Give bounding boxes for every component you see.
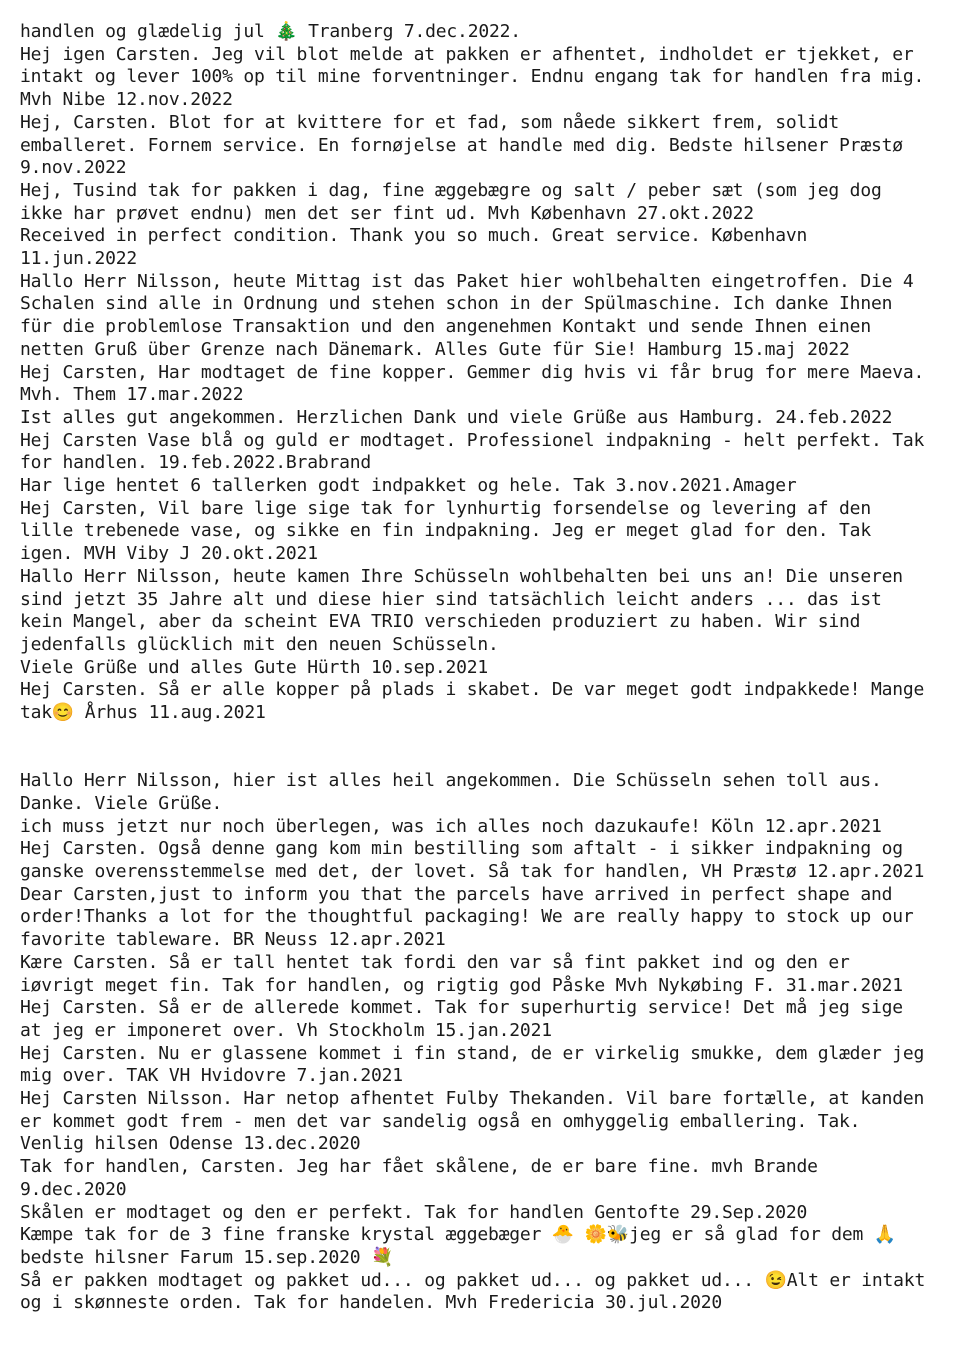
text-line: ganske overensstemmelse med det, der lovet. Så tak for handlen, VH Præstø 12.apr.2021 (20, 861, 925, 883)
text-line: Schalen sind alle in Ordnung und stehen schon in der Spülmaschine. Ich danke Ihnen (20, 293, 893, 315)
text-line: Hej igen Carsten. Jeg vil blot melde at pakken er afhentet, indholdet er tjekket, er (20, 43, 914, 65)
text-line: Hallo Herr Nilsson, heute kamen Ihre Schüsseln wohlbehalten bei uns an! Die unseren (20, 565, 903, 587)
text-line: Har lige hentet 6 tallerken godt indpakket og hele. Tak 3.nov.2021.Amager (20, 475, 797, 497)
text-line: Viele Grüße und alles Gute Hürth 10.sep.2021 (20, 656, 489, 678)
text-line: Hej Carsten. Også denne gang kom min bestilling som aftalt - i sikker indpakning og (20, 838, 903, 860)
text-line: at jeg er imponeret over. Vh Stockholm 15.jan.2021 (20, 1019, 552, 1041)
text-line: order!Thanks a lot for the thoughtful packaging! We are really happy to stock up our (20, 906, 914, 928)
text-line: tak😊 Århus 11.aug.2021 (20, 702, 266, 724)
text-line: Så er pakken modtaget og pakket ud... og pakket ud... og pakket ud... 😉Alt er intakt (20, 1269, 926, 1291)
text-line: Hej Carsten Vase blå og guld er modtaget. Professionel indpakning - helt perfekt. Tak (20, 429, 925, 451)
text-line: Tak for handlen, Carsten. Jeg har fået skålene, de er bare fine. mvh Brande (20, 1156, 818, 1178)
feedback-lines (20, 21, 952, 1315)
text-line: Kære Carsten. Så er tall hentet tak fordi den var så fint pakket ind og den er (20, 951, 850, 973)
text-line: Dear Carsten,just to inform you that the parcels have arrived in perfect shape and (20, 883, 893, 905)
text-line: 9.dec.2020 (20, 1178, 127, 1200)
text-line: Danke. Viele Grüße. (20, 792, 223, 814)
text-line: Skålen er modtaget og den er perfekt. Tak for handlen Gentofte 29.Sep.2020 (20, 1201, 808, 1223)
text-line: ich muss jetzt nur noch überlegen, was ich alles noch dazukaufe! Köln 12.apr.2021 (20, 815, 882, 837)
text-line: emballeret. Fornem service. En fornøjelse at handle med dig. Bedste hilsener Præstø (20, 134, 903, 156)
text-line: lille trebenede vase, og sikke en fin indpakning. Jeg er meget glad for den. Tak (20, 520, 871, 542)
text-line: Kæmpe tak for de 3 fine franske krystal æggebæger 🐣 🌼🐝jeg er så glad for dem 🙏 (20, 1224, 896, 1246)
text-line (20, 748, 952, 771)
text-line: mig over. TAK VH Hvidovre 7.jan.2021 (20, 1065, 403, 1087)
text-line: Hej Carsten. Så er alle kopper på plads i skabet. De var meget godt indpakkede! Mange (20, 679, 925, 701)
text-line: Hej, Carsten. Blot for at kvittere for et fad, som nåede sikkert frem, solidt (20, 111, 840, 133)
text-line (20, 725, 952, 748)
text-line: 11.jun.2022 (20, 248, 138, 270)
text-line: Hej, Tusind tak for pakken i dag, fine æggebægre og salt / peber sæt (som jeg dog (20, 179, 882, 201)
text-line: igen. MVH Viby J 20.okt.2021 (20, 543, 318, 565)
text-line: Venlig hilsen Odense 13.dec.2020 (20, 1133, 361, 1155)
text-line: for handlen. 19.feb.2022.Brabrand (20, 452, 372, 474)
text-line: favorite tableware. BR Neuss 12.apr.2021 (20, 929, 446, 951)
text-line: Hej Carsten. Så er de allerede kommet. Tak for superhurtig service! Det må jeg sige (20, 997, 903, 1019)
text-line: og i skønneste orden. Tak for handelen. Mvh Fredericia 30.jul.2020 (20, 1292, 723, 1314)
text-line: intakt og lever 100% op til mine forventninger. Endnu engang tak for handlen fra mig. (20, 66, 925, 88)
text-line: netten Gruß über Grenze nach Dänemark. Alles Gute für Sie! Hamburg 15.maj 2022 (20, 338, 850, 360)
text-line: sind jetzt 35 Jahre alt und diese hier sind tatsächlich leicht anders ... das ist (20, 588, 882, 610)
text-line: Hej Carsten Nilsson. Har netop afhentet Fulby Thekanden. Vil bare fortælle, at kanden (20, 1088, 925, 1110)
text-line: Hej Carsten, Har modtaget de fine kopper. Gemmer dig hvis vi får brug for mere Maeva. (20, 361, 925, 383)
text-line: jedenfalls glücklich mit den neuen Schüsseln. (20, 633, 499, 655)
text-line: handlen og glædelig jul 🎄 Tranberg 7.dec.2022. (20, 21, 521, 42)
text-line: kein Mangel, aber da scheint EVA TRIO verschieden produziert zu haben. Wir sind (20, 611, 861, 633)
text-line: Hej Carsten. Nu er glassene kommet i fin stand, de er virkelig smukke, dem glæder jeg (20, 1042, 925, 1064)
text-line: für die problemlose Transaktion und den angenehmen Kontakt und sende Ihnen einen (20, 316, 871, 338)
text-line: Mvh Nibe 12.nov.2022 (20, 89, 233, 111)
text-line: Ist alles gut angekommen. Herzlichen Dank und viele Grüße aus Hamburg. 24.feb.2022 (20, 406, 893, 428)
text-line: iøvrigt meget fin. Tak for handlen, og rigtig god Påske Mvh Nykøbing F. 31.mar.2021 (20, 974, 903, 996)
text-line: bedste hilsner Farum 15.sep.2020 💐 (20, 1246, 394, 1268)
text-line: Hej Carsten, Vil bare lige sige tak for lynhurtig forsendelse og levering af den (20, 497, 871, 519)
text-line: er kommet godt frem - men det var sandelig også en omhyggelig emballering. Tak. (20, 1110, 861, 1132)
text-line: Received in perfect condition. Thank you so much. Great service. København (20, 225, 808, 247)
text-line: 9.nov.2022 (20, 157, 127, 179)
text-line: Hallo Herr Nilsson, heute Mittag ist das Paket hier wohlbehalten eingetroffen. Die 4 (20, 270, 914, 292)
text-line: Mvh. Them 17.mar.2022 (20, 384, 244, 406)
text-line: ikke har prøvet endnu) men det ser fint ud. Mvh København 27.okt.2022 (20, 202, 754, 224)
text-line: Hallo Herr Nilsson, hier ist alles heil angekommen. Die Schüsseln sehen toll aus. (20, 770, 882, 792)
